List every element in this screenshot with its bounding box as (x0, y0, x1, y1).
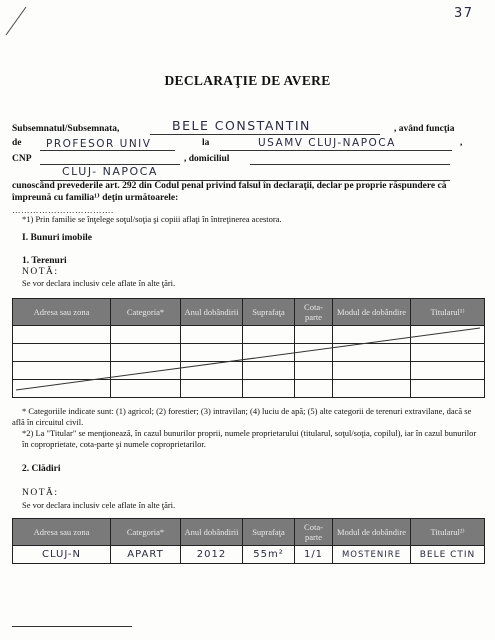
col-modul: Modul de dobândire (333, 299, 411, 326)
col-titular: Titularul¹⁾ (411, 299, 485, 326)
declarant-domicile: CLUJ- NAPOCA (62, 165, 158, 178)
col-suprafata: Suprafaţa (243, 299, 295, 326)
de-label: de (12, 138, 22, 148)
col-suprafata: Suprafaţa (243, 519, 295, 546)
la-label: la (202, 138, 210, 148)
buildings-table-header (13, 519, 485, 546)
cell-adresa: CLUJ-N (13, 546, 111, 564)
subsemnatul-label: Subsemnatul/Subsemnata, (12, 124, 120, 134)
section-heading-immovable: I. Bunuri imobile (22, 233, 92, 243)
col-modul: Modul de dobândire (333, 519, 411, 546)
cell-anul: 2012 (181, 546, 243, 564)
footnote-family: *1) Prin familie se înţelege soţul/soţia şi copiii aflaţi în întreţinerea acestora. (22, 214, 282, 224)
col-anul: Anul dobândirii (181, 299, 243, 326)
subheading-buildings: 2. Clădiri (22, 464, 61, 474)
col-cota: Cota-parte (295, 299, 333, 326)
col-adresa: Adresa sau zona (13, 519, 111, 546)
cnp-label: CNP (12, 154, 32, 164)
col-cota: Cota-parte (295, 519, 333, 546)
dotted-line: ……………………………. (12, 205, 114, 215)
buildings-table (12, 518, 485, 564)
nota-label-1: NOTĂ: (22, 267, 59, 277)
land-table-strike (12, 324, 484, 394)
cell-modul: MOSTENIRE (333, 546, 411, 564)
declarant-function: PROFESOR UNIV (46, 138, 152, 150)
col-adresa: Adresa sau zona (13, 299, 111, 326)
comma-mark: , (460, 138, 463, 148)
col-categoria: Categoria* (111, 519, 181, 546)
declarant-name: BELE CONSTANTIN (172, 118, 311, 133)
pen-stroke-mark (2, 4, 32, 38)
page-number: 37 (454, 6, 474, 21)
notes-categories: * Categoriile indicate sunt: (1) agricol; (2) forestier; (3) intravilan; (4) luciu de apă; (5) alte categorii de terenuri extravilane, dacă se află în circuitul civil. (12, 406, 472, 427)
declarant-institution: USAMV CLUJ-NAPOCA (258, 137, 396, 149)
nota-text-2: Se vor declara inclusiv cele aflate în alte ţări. (22, 500, 176, 510)
notes-titular: *2) La "Titular" se menţionează, în cazul bunurilor proprii, numele proprietarului (titularul, soţul/soţia, copilul), iar în cazul bunurilor în coproprietate, cota-parte şi numele coproprietarilor. (22, 428, 477, 449)
cell-cota: 1/1 (295, 546, 333, 564)
cell-categoria: APART (111, 546, 181, 564)
col-categoria: Categoria* (111, 299, 181, 326)
cell-titular: BELE CTIN (411, 546, 485, 564)
subheading-land: 1. Terenuri (22, 256, 67, 266)
table-row (13, 546, 485, 564)
page-title: DECLARAŢIE DE AVERE (164, 73, 331, 88)
domicile-underline-1 (250, 164, 450, 165)
function-underline (40, 150, 175, 151)
col-titular: Titularul²⁾ (411, 519, 485, 546)
statement-text: cunoscând prevederile art. 292 din Codul penal privind falsul în declaraţii, declar pe proprie răspundere că împreună cu familia¹⁾ deţin următoarele: (12, 181, 447, 203)
nota-label-2: NOTĂ: (22, 488, 59, 498)
col-anul: Anul dobândirii (181, 519, 243, 546)
footnote-separator (12, 626, 132, 627)
nota-text-1: Se vor declara inclusiv cele aflate în alte ţări. (22, 278, 176, 288)
domiciliul-label: , domiciliul (184, 154, 230, 164)
institution-underline (220, 150, 452, 151)
avand-functia-label: , având funcţia (394, 124, 455, 134)
cell-suprafata: 55m² (243, 546, 295, 564)
name-underline (150, 134, 380, 135)
land-table-header (13, 299, 485, 326)
